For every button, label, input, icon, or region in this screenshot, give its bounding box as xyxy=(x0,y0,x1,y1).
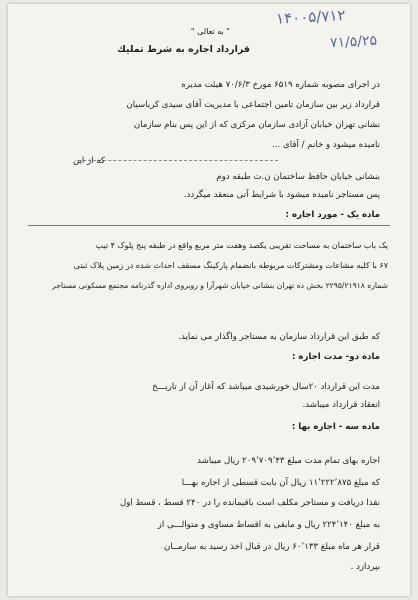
tenant-name-line: ناميده ميشود و خانم / آقای ... xyxy=(272,140,380,150)
contract-title: قرارداد اجاره به شرط تمليك xyxy=(117,44,250,55)
term-line: مدت اين قرارداد ۲۰سال خورشيدی ميباشد که آغاز آن از تاريـــخ xyxy=(152,382,380,392)
section-divider xyxy=(28,225,390,226)
installments-line: نقدا دريافت و مستاجر مکلف است باقيمانده را در ۲۴۰ قسط ، قسط اول xyxy=(120,498,380,508)
property-line-2: ۶۷ با کليه مشاعات ومشترکات مربوطه بانضمام پارکينگ مسقف احداث شده در زمين پلاک ثبتی xyxy=(73,261,388,270)
monthly-installment-line: قرار هر ماه مبلغ ۶۰٬۱۳۳ ريال در قبال اخذ رسيد به سازمــان xyxy=(163,542,380,552)
payment-closing-line: بپردازد . xyxy=(350,562,380,572)
property-line-1: يک باب ساختمان به مساحت تقريبی يکصد وهفت متر مربع واقع در طبقه پنج پلوک ۴ تيپ xyxy=(95,241,388,250)
handwritten-stamp-date: ۷۱/۵/۲۵ xyxy=(329,32,378,52)
total-rent-line: اجاره بهای تمام مدت مبلغ ۲۰۹٬۷۰۹٬۴۳ ريال ميباشد xyxy=(197,456,380,466)
resolution-line: در اجرای مصوبه شماره ۶۵۱۹ مورخ ۷۰/۶/۳ هيئت مديره xyxy=(181,80,380,90)
address-line: نشانی تهران خيابان آزادی سازمان مرکزی که از اين پس بنام سازمان xyxy=(133,120,380,130)
article-three-heading: ماده سه - اجاره بها : xyxy=(291,422,380,432)
bismillah-heading: " به تعالی " xyxy=(190,27,230,36)
handwritten-stamp-number: ۱۴۰۰۵/۷۱۲ xyxy=(275,6,346,28)
tenant-address-line: بنشانی خيابان حافظ ساختمان ن.ت طبقه دوم xyxy=(216,172,380,182)
term-start-line: انعقاد قرارداد ميباشد. xyxy=(302,400,380,410)
article-two-heading: ماده دو- مدت اجاره : xyxy=(291,352,380,362)
tenant-intro: که از اين xyxy=(72,156,105,166)
parties-line: قرارداد زير بين سازمان تامين اجتماعی با مديريت آقای سيدی کرباسيان xyxy=(126,100,380,110)
first-installment-line: به مبلغ ۲۲۴٬۱۴۰ ريال و مابقی به اقساط مساوی و متوالـــی از xyxy=(157,520,380,530)
property-line-3: شماره ۲۲۹۵/۲۱۹۱۸ بخش ده تهران بنشانی خيابان شهرآرا و روبروی اداره گذرنامه مجتمع مسکونی مستاجر xyxy=(52,281,388,290)
contract-page xyxy=(8,4,410,596)
blank-line xyxy=(78,160,278,161)
assignment-line: که طبق اين قرارداد سازمان به مستاجر واگذار می نمايد. xyxy=(178,332,380,342)
article-one-heading: ماده يک - مورد اجاره : xyxy=(285,210,380,220)
tenant-designation-line: پس مستاجر ناميده ميشود با شرايط آتی منعقد ميگردد. xyxy=(183,190,380,200)
down-payment-line: که مبلغ ۱۱٬۲۲۲٬۸۷۵ ريال آن بابت قسطی از اجاره بهـــا xyxy=(181,478,380,488)
